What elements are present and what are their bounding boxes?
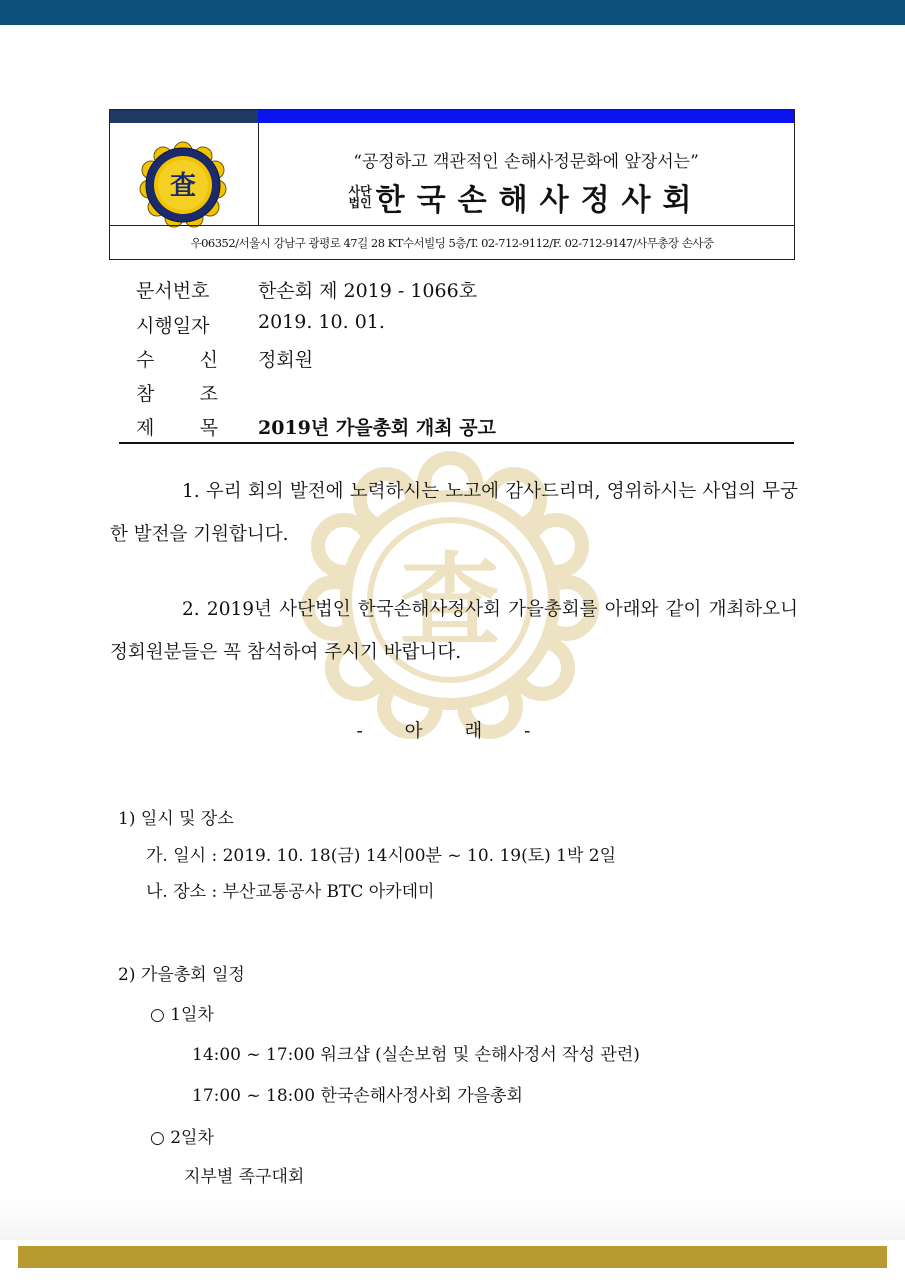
letterhead bbox=[109, 109, 795, 260]
below-heading: - 아 래 - bbox=[356, 721, 549, 742]
subject-text: 2019년 가을총회 개최 공고 bbox=[258, 417, 496, 439]
letterhead-bar-dark bbox=[110, 110, 258, 123]
org-name-main: 한국손해사정사회 bbox=[375, 183, 704, 218]
day-2-heading: ○ 2일차 bbox=[150, 1128, 214, 1148]
paragraph-1: 1. 우리 회의 발전에 노력하시는 노고에 감사드리며, 영위하시는 사업의 무궁한 발전을 기원합니다. bbox=[110, 481, 798, 545]
address-line: 우06352/서울시 강남구 광평로 47길 28 KT수서빌딩 5층/T. 02-712-9112/F. 02-712-9147/사무총장 손사중 bbox=[110, 225, 794, 260]
svg-text:査: 査 bbox=[400, 542, 500, 659]
top-color-band bbox=[0, 0, 905, 25]
title-cell bbox=[258, 123, 794, 225]
day-2-activity: 지부별 족구대회 bbox=[184, 1167, 305, 1187]
section-1-datetime: 가. 일시 : 2019. 10. 18(금) 14시00분 ~ 10. 19(토) 1박 2일 bbox=[146, 846, 617, 866]
header-divider bbox=[119, 442, 794, 444]
letterhead-bar-blue bbox=[258, 110, 794, 123]
section-1-venue: 나. 장소 : 부산교통공사 BTC 아카데미 bbox=[146, 882, 435, 902]
day-1-workshop: 14:00 ~ 17:00 워크샵 (실손보험 및 손해사정서 작성 관련) bbox=[192, 1045, 640, 1065]
day-1-general-meeting: 17:00 ~ 18:00 한국손해사정사회 가을총회 bbox=[192, 1086, 523, 1106]
day-1-heading: ○ 1일차 bbox=[150, 1005, 214, 1025]
section-2-title: 2) 가을총회 일정 bbox=[118, 965, 245, 985]
section-1-title: 1) 일시 및 장소 bbox=[118, 809, 234, 829]
org-type-prefix: 사단 법인 bbox=[348, 184, 372, 210]
logo-cell bbox=[110, 123, 259, 225]
bottom-color-band bbox=[18, 1246, 887, 1268]
svg-text:査: 査 bbox=[169, 171, 197, 201]
organization-name bbox=[258, 175, 794, 219]
paragraph-2: 2. 2019년 사단법인 한국손해사정사회 가을총회를 아래와 같이 개최하오니 정회원분들은 꼭 참석하여 주시기 바랍니다. bbox=[110, 599, 798, 663]
page-bottom-fade bbox=[0, 1200, 905, 1240]
slogan: “공정하고 객관적인 손해사정문화에 앞장서는” bbox=[353, 152, 699, 172]
association-seal-icon bbox=[137, 139, 229, 231]
